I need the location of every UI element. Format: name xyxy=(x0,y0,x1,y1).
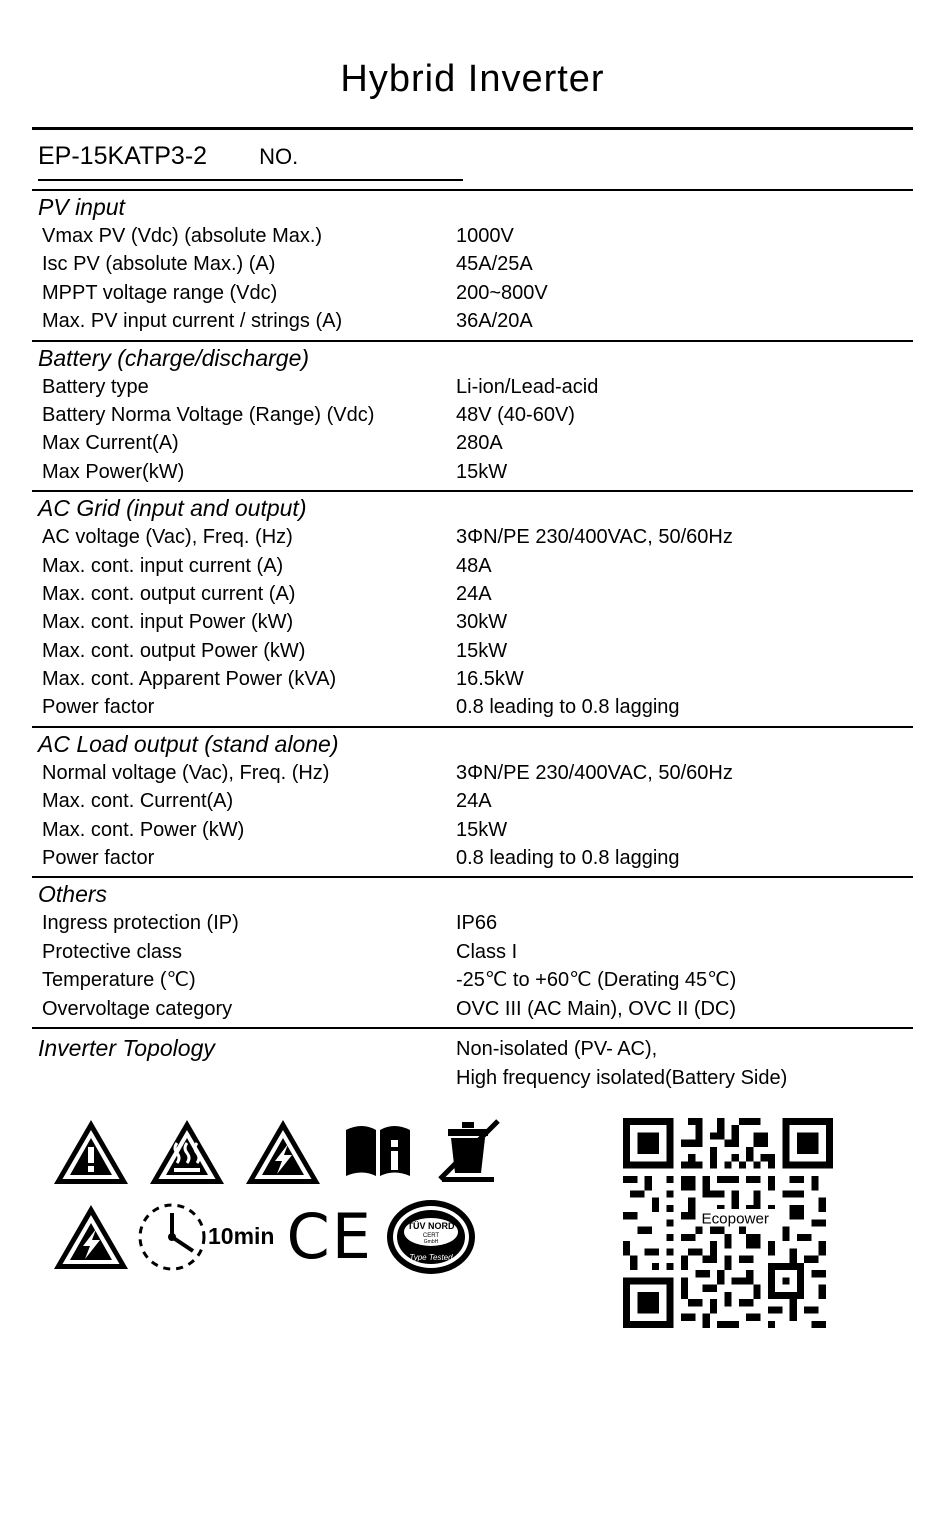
svg-text:Type Tested: Type Tested xyxy=(409,1252,453,1262)
spec-label: Isc PV (absolute Max.) (A) xyxy=(42,253,276,276)
table-row xyxy=(32,693,913,721)
ce-mark-icon: CE xyxy=(286,1199,373,1273)
section-others xyxy=(32,878,913,1027)
spec-label: Battery type xyxy=(42,375,149,398)
spec-value: 15kW xyxy=(456,460,508,483)
section-pv-input xyxy=(32,191,913,340)
table-row xyxy=(32,665,913,693)
table-row xyxy=(32,373,913,401)
spec-value: 36A/20A xyxy=(456,310,533,333)
warning-triangle-icon xyxy=(52,1117,130,1187)
spec-value: -25℃ to +60℃ (Derating 45℃) xyxy=(456,969,737,992)
spec-value: IP66 xyxy=(456,912,498,935)
table-row xyxy=(32,401,913,429)
spec-value: 0.8 leading to 0.8 lagging xyxy=(456,847,680,870)
tuv-nord-type-tested-icon xyxy=(385,1198,477,1276)
spec-label: Max Current(A) xyxy=(42,432,179,455)
spec-label: Max. cont. Apparent Power (kVA) xyxy=(42,668,337,691)
table-row xyxy=(32,458,913,486)
table-row xyxy=(32,966,913,994)
topology-line-2: High frequency isolated(Battery Side) xyxy=(456,1066,788,1089)
spec-label: Vmax PV (Vdc) (absolute Max.) xyxy=(42,225,323,247)
spec-label: Max. cont. output Power (kW) xyxy=(42,639,306,662)
spec-label: Max. cont. Current(A) xyxy=(42,790,234,813)
spec-label: Max. cont. input Power (kW) xyxy=(42,611,294,634)
section-inverter-topology xyxy=(32,1029,913,1099)
section-heading: AC Grid (input and output) xyxy=(38,495,307,522)
topology-value xyxy=(456,1035,787,1093)
table-row xyxy=(32,844,913,872)
symbols-area xyxy=(32,1099,913,1277)
table-row xyxy=(32,552,913,580)
spec-label: Max. cont. output current (A) xyxy=(42,582,296,605)
spec-label: Max Power(kW) xyxy=(42,460,185,483)
table-row xyxy=(32,816,913,844)
spec-label: Power factor xyxy=(42,847,155,870)
model-name: EP-15KATP3-2 xyxy=(38,142,208,170)
table-row xyxy=(32,759,913,787)
spec-value: 0.8 leading to 0.8 lagging xyxy=(456,696,680,719)
table-row xyxy=(32,307,913,335)
spec-value: 280A xyxy=(456,432,503,455)
electric-shock-triangle-icon xyxy=(52,1202,130,1272)
table-row xyxy=(32,995,913,1023)
spec-value: 24A xyxy=(456,790,492,813)
spec-label: Max. PV input current / strings (A) xyxy=(42,310,343,333)
spec-value: 24A xyxy=(456,582,492,605)
spec-value: 48A xyxy=(456,554,492,577)
topology-label: Inverter Topology xyxy=(38,1034,215,1061)
page-title: Hybrid Inverter xyxy=(340,58,605,100)
section-heading: AC Load output (stand alone) xyxy=(38,730,339,757)
spec-label: Power factor xyxy=(42,696,155,719)
spec-value: 3ΦN/PE 230/400VAC, 50/60Hz xyxy=(456,526,733,549)
table-row xyxy=(32,250,913,278)
spec-value: 16.5kW xyxy=(456,668,524,691)
section-ac-load-output xyxy=(32,728,913,877)
table-row xyxy=(32,523,913,551)
svg-text:GmbH: GmbH xyxy=(423,1238,439,1245)
serial-no-underline xyxy=(38,179,463,181)
spec-value: 45A/25A xyxy=(456,253,533,276)
spec-label: Max. cont. input current (A) xyxy=(42,554,284,577)
spec-value: 30kW xyxy=(456,611,508,634)
qr-code xyxy=(623,1117,833,1329)
read-manual-icon xyxy=(340,1118,416,1186)
hot-surface-triangle-icon xyxy=(148,1117,226,1187)
model-row xyxy=(32,130,913,179)
spec-value: Class I xyxy=(456,940,518,963)
table-row xyxy=(32,429,913,457)
spec-value: 1000V xyxy=(456,225,514,247)
spec-label: Temperature (℃) xyxy=(42,969,196,992)
spec-label: Ingress protection (IP) xyxy=(42,912,239,935)
table-row xyxy=(32,909,913,937)
spec-value: 200~800V xyxy=(456,281,548,304)
spec-label: Overvoltage category xyxy=(42,997,233,1020)
section-ac-grid xyxy=(32,492,913,726)
table-row xyxy=(32,580,913,608)
table-row xyxy=(32,637,913,665)
svg-text:CERT: CERT xyxy=(422,1232,440,1239)
section-heading: Battery (charge/discharge) xyxy=(38,344,310,371)
weee-crossed-bin-icon xyxy=(434,1117,504,1187)
svg-text:TÜV NORD: TÜV NORD xyxy=(407,1220,455,1231)
spec-label: Max. cont. Power (kW) xyxy=(42,818,245,841)
spec-value: 15kW xyxy=(456,818,508,841)
section-heading: Others xyxy=(38,881,108,908)
spec-value: 15kW xyxy=(456,639,508,662)
spec-value: OVC III (AC Main), OVC II (DC) xyxy=(456,997,737,1020)
spec-value: 3ΦN/PE 230/400VAC, 50/60Hz xyxy=(456,761,733,784)
table-row xyxy=(32,787,913,815)
discharge-delay-icon xyxy=(136,1201,208,1273)
section-heading: PV input xyxy=(38,194,125,220)
spec-label: Protective class xyxy=(42,940,183,963)
qr-brand-text: Ecopower xyxy=(701,1210,770,1228)
table-row xyxy=(32,608,913,636)
topology-line-1: Non-isolated (PV- AC), xyxy=(456,1037,658,1060)
table-row xyxy=(32,222,913,250)
table-row xyxy=(32,938,913,966)
table-row xyxy=(32,279,913,307)
electric-shock-triangle-icon xyxy=(244,1117,322,1187)
spec-label: Battery Norma Voltage (Range) (Vdc) xyxy=(42,403,375,426)
spec-value: Li-ion/Lead-acid xyxy=(456,375,599,398)
spec-label: Normal voltage (Vac), Freq. (Hz) xyxy=(42,761,330,784)
section-battery xyxy=(32,342,913,491)
serial-no-label: NO. xyxy=(259,144,299,169)
spec-label: MPPT voltage range (Vdc) xyxy=(42,281,278,304)
discharge-delay-label: 10min xyxy=(208,1223,275,1250)
spec-label: AC voltage (Vac), Freq. (Hz) xyxy=(42,526,293,549)
spec-value: 48V (40-60V) xyxy=(456,403,575,426)
